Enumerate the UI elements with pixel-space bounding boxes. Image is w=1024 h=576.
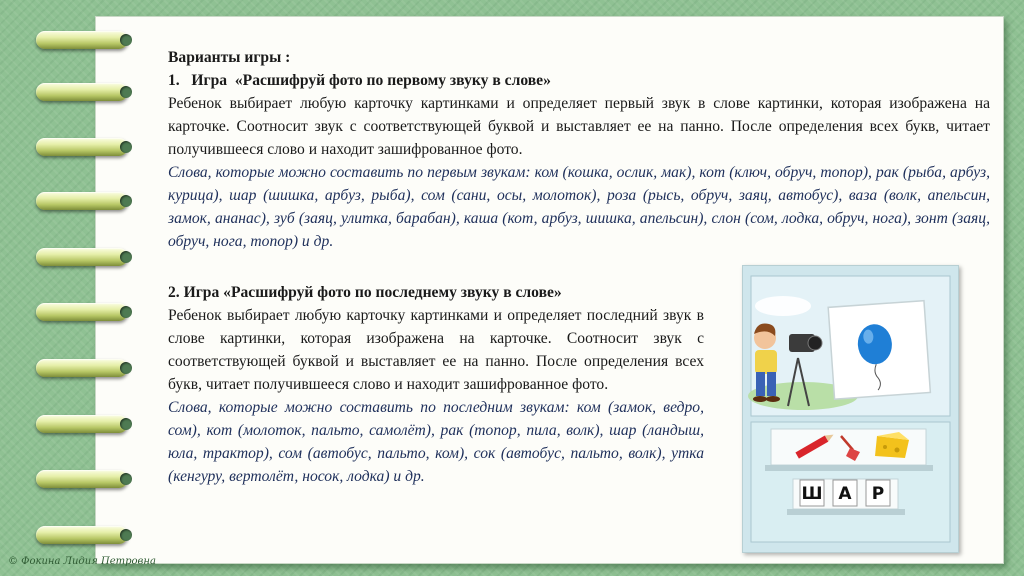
ring bbox=[36, 31, 128, 49]
game1-words: Слова, которые можно составить по первым звукам: ком (кошка, ослик, мак), кот (ключ, обруч, топор), рак (рыба, арбуз, курица), шар (шишка, арбуз, рыба), сом (сани, осы, молоток), роза (рысь, обруч, заяц, автобус), ваза (волк, апельсин, замок, ананас), зуб (заяц, улитка, барабан), каша (кот, арбуз, шишка, апельсин), слон (сом, лодка, обруч, нога), зонт (заяц, обруч, нога, топор) и др. bbox=[168, 164, 990, 250]
game1-section bbox=[168, 46, 990, 253]
game1-description: Ребенок выбирает любую карточку картинками и определяет первый звук в слове картинки, которая изображена на карточке. Соотносит звук с соответствующей буквой и выставляет ее на панно. После определения всех букв, читает получившееся слово и находит зашифрованное фото. bbox=[168, 95, 990, 158]
game-panel-illustration bbox=[743, 266, 958, 552]
letter-card: Ш bbox=[801, 484, 823, 504]
author-signature: © Фокина Лидия Петровна bbox=[8, 556, 156, 567]
letter-cards bbox=[800, 480, 890, 506]
game-panel-photo bbox=[742, 265, 959, 553]
game2-words: Слова, которые можно составить по последним звукам: ком (замок, ведро, сом), кот (молоток, пальто, самолёт), рак (топор, пила, волк), шар (ландыш, юла, трактор), сом (автобус, пальто, ком), сок (автобус, пальто, волк), утка (кенгуру, вертолёт, носок, лодка) и др. bbox=[168, 399, 704, 485]
ring bbox=[36, 415, 128, 433]
ring bbox=[36, 526, 128, 544]
ring bbox=[36, 303, 128, 321]
game2-description: Ребенок выбирает любую карточку картинками и определяет последний звук в слове картинки, которая изображена на карточке. Соотносит звук с соответствующей буквой и выставляет ее на панно. После определения всех букв, читает получившееся слово и находит зашифрованное фото. bbox=[168, 307, 704, 393]
game2-title: 2. Игра «Расшифруй фото по последнему звуку в слове» bbox=[168, 284, 562, 301]
letter-card: А bbox=[838, 484, 852, 504]
ring bbox=[36, 359, 128, 377]
ring bbox=[36, 470, 128, 488]
balloon-card bbox=[828, 301, 930, 399]
ring bbox=[36, 248, 128, 266]
game1-title: 1. Игра «Расшифруй фото по первому звуку в слове» bbox=[168, 72, 551, 89]
game2-section bbox=[168, 281, 704, 488]
ring bbox=[36, 83, 128, 101]
letter-card: Р bbox=[871, 484, 885, 504]
ring bbox=[36, 192, 128, 210]
ring bbox=[36, 138, 128, 156]
heading: Варианты игры : bbox=[168, 49, 291, 66]
